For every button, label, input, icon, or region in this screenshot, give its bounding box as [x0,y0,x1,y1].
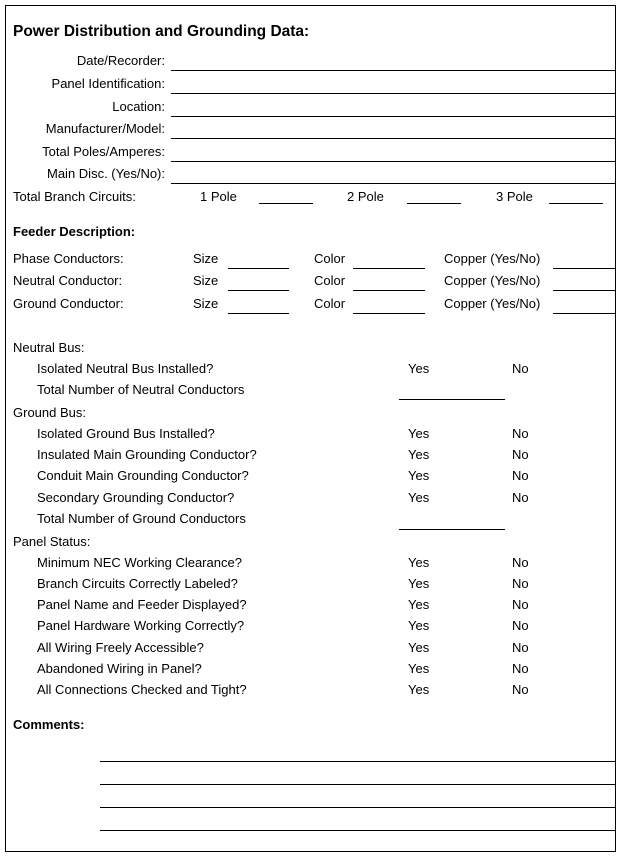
yes-option[interactable]: Yes [408,468,430,483]
ground-conductor-count-label: Total Number of Ground Conductors [37,511,246,526]
manufacturer-model-field[interactable] [171,138,616,139]
no-option[interactable]: No [512,597,529,612]
question-insulated-main-grounding: Insulated Main Grounding Conductor? [37,447,257,462]
no-option[interactable]: No [512,490,529,505]
date-recorder-field[interactable] [171,70,616,71]
phase-conductors-label: Phase Conductors: [13,251,124,266]
no-option[interactable]: No [512,555,529,570]
no-option[interactable]: No [512,447,529,462]
neutral-color-label: Color [314,273,346,288]
question-connections-tight: All Connections Checked and Tight? [37,682,247,697]
location-field[interactable] [171,116,616,117]
ground-color-label: Color [314,296,346,311]
question-conduit-main-grounding: Conduit Main Grounding Conductor? [37,468,249,483]
yes-option[interactable]: Yes [408,447,430,462]
pole-2-field[interactable] [407,203,461,204]
neutral-size-field[interactable] [228,290,289,291]
question-panel-name-displayed: Panel Name and Feeder Displayed? [37,597,247,612]
panel-identification-field[interactable] [171,93,616,94]
comment-line-2[interactable] [100,784,616,785]
feeder-description-heading: Feeder Description: [13,224,136,239]
yes-option[interactable]: Yes [408,555,430,570]
comment-line-3[interactable] [100,807,616,808]
no-option[interactable]: No [512,576,529,591]
yes-option[interactable]: Yes [408,618,430,633]
panel-identification-label: Panel Identification: [51,76,165,91]
question-isolated-neutral-bus: Isolated Neutral Bus Installed? [37,361,214,376]
ground-size-field[interactable] [228,313,289,314]
neutral-conductor-count-label: Total Number of Neutral Conductors [37,382,245,397]
question-wiring-accessible: All Wiring Freely Accessible? [37,640,204,655]
ground-bus-heading: Ground Bus: [13,405,86,420]
ground-color-field[interactable] [353,313,425,314]
phase-copper-field[interactable] [553,268,616,269]
pole-3-field[interactable] [549,203,603,204]
main-disc-field[interactable] [171,183,616,184]
question-circuits-labeled: Branch Circuits Correctly Labeled? [37,576,238,591]
ground-copper-label: Copper (Yes/No) [444,296,541,311]
ground-size-label: Size [193,296,219,311]
location-label: Location: [112,99,165,114]
yes-option[interactable]: Yes [408,661,430,676]
yes-option[interactable]: Yes [408,490,430,505]
neutral-conductor-count-field[interactable] [399,399,505,400]
phase-color-label: Color [314,251,346,266]
question-isolated-ground-bus: Isolated Ground Bus Installed? [37,426,215,441]
comments-heading: Comments: [13,717,85,732]
yes-option[interactable]: Yes [408,640,430,655]
phase-copper-label: Copper (Yes/No) [444,251,541,266]
no-option[interactable]: No [512,361,529,376]
neutral-conductor-label: Neutral Conductor: [13,273,123,288]
no-option[interactable]: No [512,426,529,441]
neutral-copper-field[interactable] [553,290,616,291]
main-disc-label: Main Disc. (Yes/No): [47,166,165,181]
comment-line-1[interactable] [100,761,616,762]
pole-2-label: 2 Pole [347,189,384,204]
yes-option[interactable]: Yes [408,361,430,376]
no-option[interactable]: No [512,618,529,633]
no-option[interactable]: No [512,468,529,483]
phase-color-field[interactable] [353,268,425,269]
phase-size-field[interactable] [228,268,289,269]
neutral-bus-heading: Neutral Bus: [13,340,85,355]
ground-copper-field[interactable] [553,313,616,314]
question-nec-clearance: Minimum NEC Working Clearance? [37,555,242,570]
question-secondary-grounding: Secondary Grounding Conductor? [37,490,235,505]
no-option[interactable]: No [512,640,529,655]
total-poles-amperes-field[interactable] [171,161,616,162]
total-poles-amperes-label: Total Poles/Amperes: [42,144,165,159]
total-branch-circuits-label: Total Branch Circuits: [13,189,136,204]
neutral-color-field[interactable] [353,290,425,291]
pole-3-label: 3 Pole [496,189,533,204]
ground-conductor-label: Ground Conductor: [13,296,124,311]
manufacturer-model-label: Manufacturer/Model: [45,121,165,136]
pole-1-label: 1 Pole [200,189,237,204]
yes-option[interactable]: Yes [408,597,430,612]
question-hardware-working: Panel Hardware Working Correctly? [37,618,245,633]
question-abandoned-wiring: Abandoned Wiring in Panel? [37,661,202,676]
pole-1-field[interactable] [259,203,313,204]
yes-option[interactable]: Yes [408,576,430,591]
neutral-copper-label: Copper (Yes/No) [444,273,541,288]
panel-status-heading: Panel Status: [13,534,91,549]
phase-size-label: Size [193,251,219,266]
form-title: Power Distribution and Grounding Data: [13,23,310,40]
yes-option[interactable]: Yes [408,426,430,441]
neutral-size-label: Size [193,273,219,288]
ground-conductor-count-field[interactable] [399,529,505,530]
date-recorder-label: Date/Recorder: [76,53,165,68]
yes-option[interactable]: Yes [408,682,430,697]
comment-line-4[interactable] [100,830,616,831]
no-option[interactable]: No [512,682,529,697]
no-option[interactable]: No [512,661,529,676]
